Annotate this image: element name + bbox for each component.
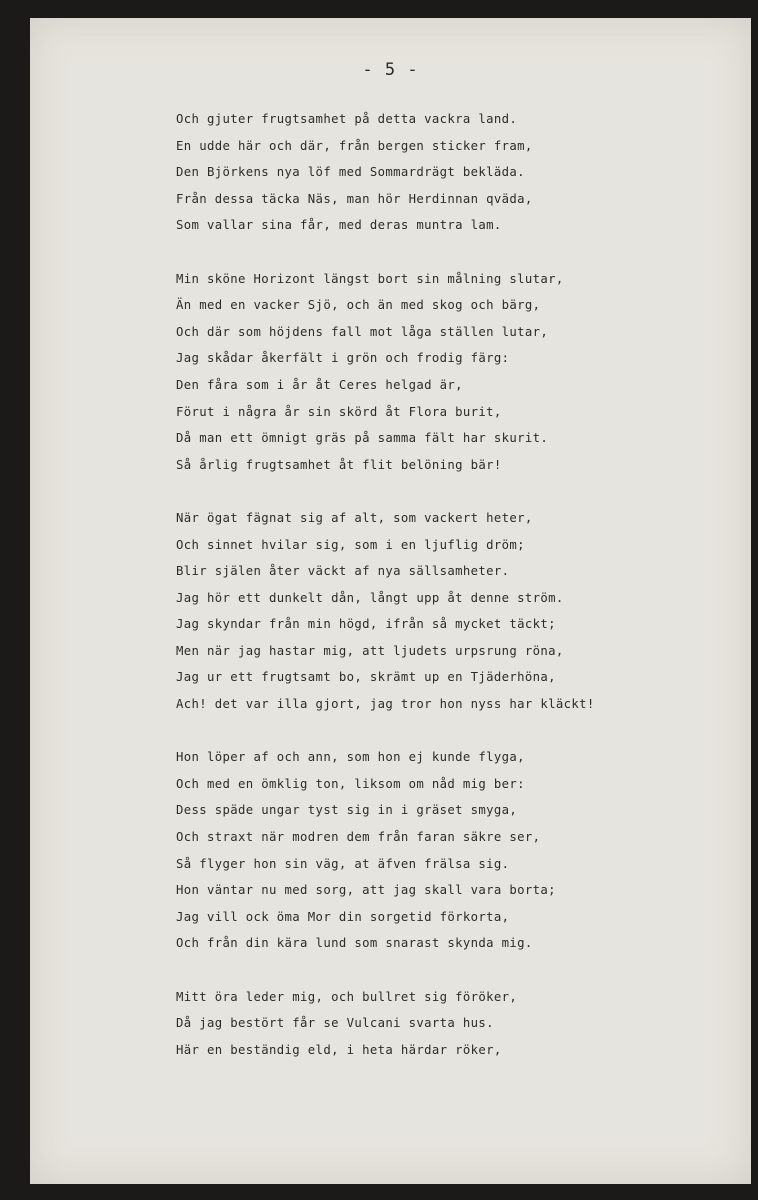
- poem-line: Jag hör ett dunkelt dån, långt upp åt denne ström.: [176, 590, 564, 605]
- poem-line: När ögat fägnat sig af alt, som vackert heter,: [176, 510, 533, 525]
- stanza-3: [176, 505, 736, 718]
- poem-line: Min sköne Horizont längst bort sin målning slutar,: [176, 271, 564, 286]
- poem-line: Så årlig frugtsamhet åt flit belöning bär!: [176, 457, 502, 472]
- poem-line: Här en beständig eld, i heta härdar röker,: [176, 1042, 502, 1057]
- stanza-5: [176, 984, 736, 1064]
- poem-line: Den fåra som i år åt Ceres helgad är,: [176, 377, 463, 392]
- poem-line: Jag skyndar från min högd, ifrån så mycket täckt;: [176, 617, 556, 632]
- poem-line: Och gjuter frugtsamhet på detta vackra land.: [176, 112, 518, 126]
- poem-line: Förut i några år sin skörd åt Flora burit,: [176, 404, 502, 419]
- poem-line: Jag skådar åkerfält i grön och frodig färg:: [176, 351, 510, 366]
- poem-line: Från dessa täcka Näs, man hör Herdinnan qväda,: [176, 191, 533, 206]
- poem-body: [176, 106, 736, 1063]
- poem-line: Ach! det var illa gjort, jag tror hon nyss har kläckt!: [176, 697, 595, 712]
- poem-line: Och där som höjdens fall mot låga ställen lutar,: [176, 324, 549, 339]
- poem-line: Jag ur ett frugtsamt bo, skrämt up en Tjäderhöna,: [176, 670, 556, 685]
- poem-line: Mitt öra leder mig, och bullret sig föröker,: [176, 989, 518, 1004]
- poem-line: Då jag bestört får se Vulcani svarta hus.: [176, 1016, 494, 1031]
- stanza-gap: [176, 239, 736, 266]
- poem-line: Dess späde ungar tyst sig in i gräset smyga,: [176, 803, 518, 818]
- poem-line: Än med en vacker Sjö, och än med skog och bärg,: [176, 298, 541, 313]
- stanza-gap: [176, 718, 736, 745]
- page-number: - 5 -: [362, 60, 419, 80]
- poem-line: Hon löper af och ann, som hon ej kunde flyga,: [176, 750, 525, 765]
- poem-line: Och med en ömklig ton, liksom om nåd mig ber:: [176, 776, 525, 791]
- stanza-gap: [176, 957, 736, 984]
- poem-line: Och straxt när modren dem från faran säkre ser,: [176, 830, 541, 845]
- poem-line: Då man ett ömnigt gräs på samma fält har skurit.: [176, 431, 549, 446]
- stanza-gap: [176, 478, 736, 505]
- poem-line: Den Björkens nya löf med Sommardrägt bekläda.: [176, 165, 525, 180]
- poem-line: Som vallar sina får, med deras muntra lam.: [176, 218, 502, 233]
- stanza-4: [176, 744, 736, 957]
- poem-line: Men när jag hastar mig, att ljudets urpsrung röna,: [176, 643, 564, 658]
- poem-line: Så flyger hon sin väg, at äfven frälsa sig.: [176, 856, 510, 871]
- stanza-2: [176, 266, 736, 479]
- poem-line: Blir själen åter väckt af nya sällsamheter.: [176, 564, 510, 579]
- poem-line: Och från din kära lund som snarast skynda mig.: [176, 936, 533, 951]
- poem-line: En udde här och där, från bergen sticker fram,: [176, 138, 533, 153]
- poem-line: Hon väntar nu med sorg, att jag skall vara borta;: [176, 883, 556, 898]
- typewritten-page: [30, 18, 751, 1184]
- poem-line: Jag vill ock öma Mor din sorgetid förkorta,: [176, 909, 510, 924]
- poem-line: Och sinnet hvilar sig, som i en ljuflig dröm;: [176, 537, 525, 552]
- stanza-1: [176, 106, 736, 239]
